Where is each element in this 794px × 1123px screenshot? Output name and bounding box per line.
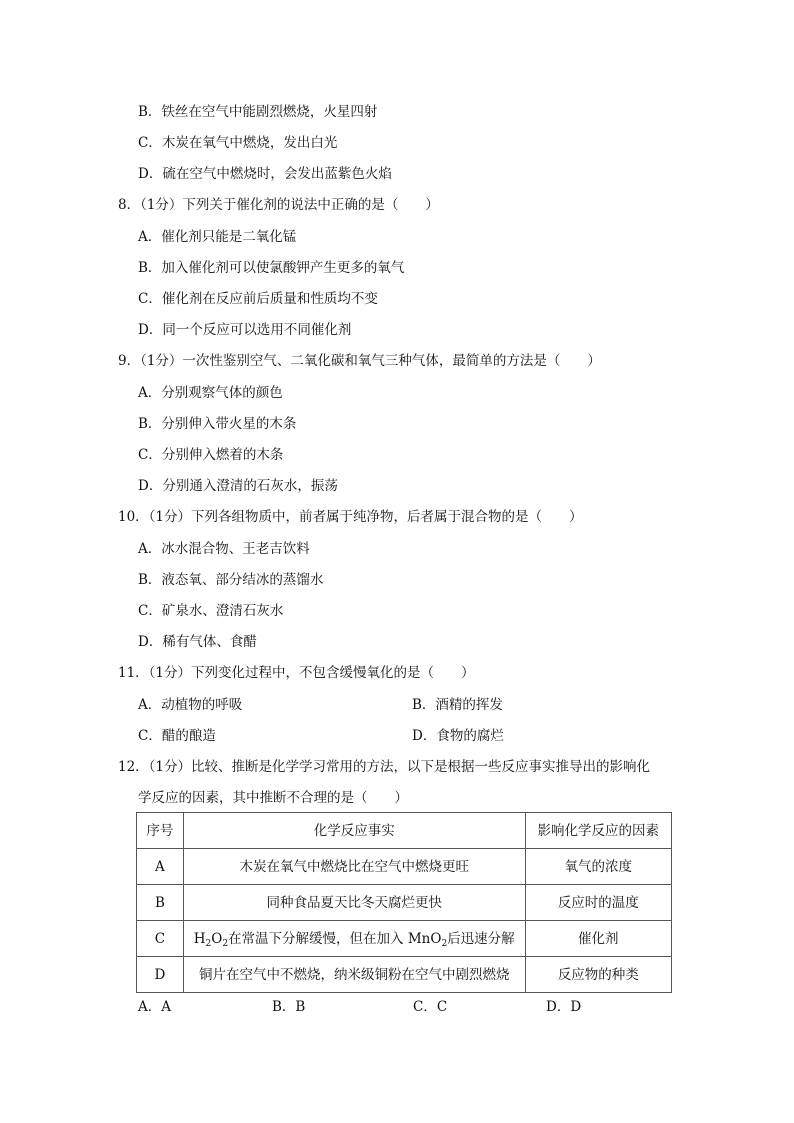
- formula-h: H: [193, 930, 206, 947]
- q9-option-a[interactable]: A．分别观察气体的颜色: [138, 385, 283, 401]
- q8-option-c[interactable]: C．催化剂在反应前后质量和性质均不变: [138, 291, 378, 307]
- q12-option-c[interactable]: C．C: [413, 999, 448, 1015]
- formula-o: O: [211, 930, 223, 947]
- table-row: [137, 849, 672, 885]
- q11-option-d[interactable]: D．食物的腐烂: [412, 728, 504, 744]
- header-fact: 化学反应事实: [183, 813, 525, 849]
- formula-sub: 2: [441, 938, 448, 949]
- row-fact: 同种食品夏天比冬天腐烂更快: [183, 885, 525, 921]
- q12-option-a[interactable]: A．A: [138, 999, 171, 1015]
- q7-option-c[interactable]: C．木炭在氧气中燃烧，发出白光: [138, 135, 338, 151]
- q12-option-d[interactable]: D．D: [546, 999, 582, 1015]
- formula-sub: 2: [222, 938, 229, 949]
- table-row: [137, 885, 672, 921]
- row-fact-formula: [183, 921, 525, 957]
- header-index: 序号: [137, 813, 184, 849]
- fact-text: 在常温下分解缓慢，但在加入 MnO: [228, 930, 442, 947]
- q12-stem-line1: 12．（1分）比较、推断是化学学习常用的方法，以下是根据一些反应事实推导出的影响化: [118, 759, 651, 775]
- q10-option-d[interactable]: D．稀有气体、食醋: [138, 634, 257, 650]
- row-factor: 催化剂: [525, 921, 671, 957]
- row-factor: 氧气的浓度: [525, 849, 671, 885]
- q10-option-a[interactable]: A．冰水混合物、王老吉饮料: [138, 541, 310, 557]
- row-id: A: [137, 849, 184, 885]
- q10-stem: 10．（1分）下列各组物质中，前者属于纯净物，后者属于混合物的是（ ）: [118, 509, 583, 525]
- q12-stem-line2: 学反应的因素，其中推断不合理的是（ ）: [138, 790, 408, 806]
- q9-option-b[interactable]: B．分别伸入带火星的木条: [138, 416, 297, 432]
- row-fact: 铜片在空气中不燃烧，纳米级铜粉在空气中剧烈燃烧: [183, 957, 525, 993]
- q7-option-b[interactable]: B．铁丝在空气中能剧烈燃烧，火星四射: [138, 104, 378, 120]
- row-factor: 反应时的温度: [525, 885, 671, 921]
- formula-sub: 2: [205, 938, 212, 949]
- table-row: [137, 957, 672, 993]
- q12-option-b[interactable]: B．B: [272, 999, 306, 1015]
- row-id: C: [137, 921, 184, 957]
- row-fact: 木炭在氧气中燃烧比在空气中燃烧更旺: [183, 849, 525, 885]
- table-header-row: [137, 813, 672, 849]
- q8-option-b[interactable]: B．加入催化剂可以使氯酸钾产生更多的氧气: [138, 260, 405, 276]
- q11-option-a[interactable]: A．动植物的呼吸: [138, 697, 243, 713]
- q11-stem: 11．（1分）下列变化过程中，不包含缓慢氧化的是（ ）: [118, 665, 475, 681]
- q7-option-d[interactable]: D．硫在空气中燃烧时，会发出蓝紫色火焰: [138, 166, 392, 182]
- q10-option-b[interactable]: B．液态氧、部分结冰的蒸馏水: [138, 572, 324, 588]
- q9-option-d[interactable]: D．分别通入澄清的石灰水，振荡: [138, 478, 338, 494]
- row-id: B: [137, 885, 184, 921]
- q8-option-a[interactable]: A．催化剂只能是二氧化锰: [138, 229, 297, 245]
- fact-text-end: 后迅速分解: [447, 930, 515, 947]
- q11-option-c[interactable]: C．醋的酿造: [138, 728, 216, 744]
- row-id: D: [137, 957, 184, 993]
- q9-stem: 9．（1分）一次性鉴别空气、二氧化碳和氧气三种气体，最简单的方法是（ ）: [118, 353, 601, 369]
- q11-option-b[interactable]: B．酒精的挥发: [412, 697, 503, 713]
- q9-option-c[interactable]: C．分别伸入燃着的木条: [138, 447, 284, 463]
- reaction-factors-table: [136, 812, 672, 993]
- q8-stem: 8．（1分）下列关于催化剂的说法中正确的是（ ）: [118, 197, 439, 213]
- table-row: [137, 921, 672, 957]
- row-factor: 反应物的种类: [525, 957, 671, 993]
- header-factor: 影响化学反应的因素: [525, 813, 671, 849]
- q8-option-d[interactable]: D．同一个反应可以选用不同催化剂: [138, 322, 352, 338]
- q10-option-c[interactable]: C．矿泉水、澄清石灰水: [138, 603, 284, 619]
